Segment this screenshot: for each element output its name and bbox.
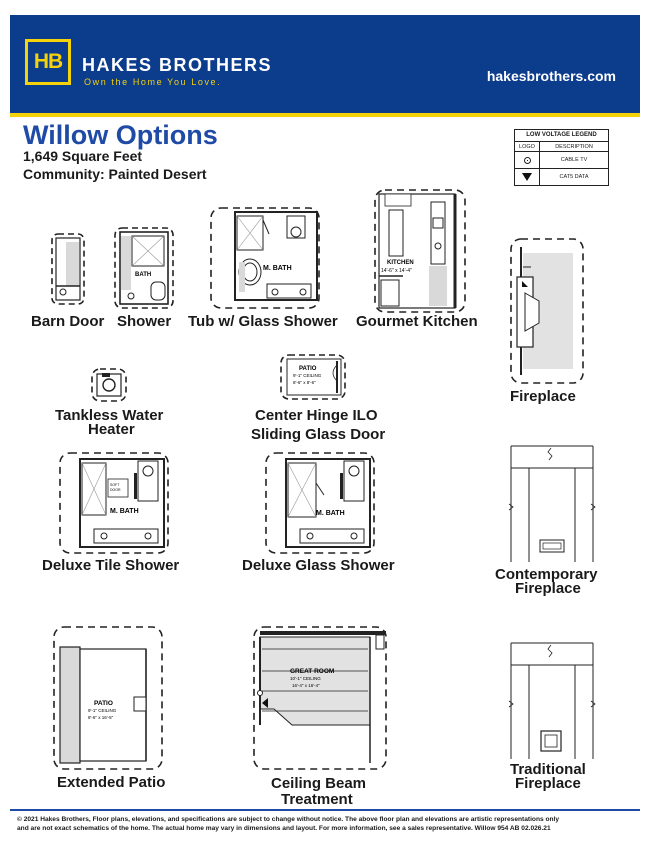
footer-line-2: and are not exact schematics of the home. The actual home may vary in dimensions and layout. For more information, see a sales representative. Willow 954 AB 02.026.21 xyxy=(17,825,551,832)
footer-disclaimer xyxy=(17,815,633,833)
gourmet-kitchen-label: Gourmet Kitchen xyxy=(356,313,478,330)
square-feet: 1,649 Square Feet xyxy=(23,148,143,164)
great-room-dims: 16'-4" x 16'-4" xyxy=(292,683,320,688)
center-hinge-plan xyxy=(279,353,347,401)
ext-patio-dims: 8'-6" x 16'-5" xyxy=(88,715,114,720)
tub-glass-shower-plan xyxy=(209,206,321,310)
deluxe-glass-shower-plan xyxy=(264,451,376,555)
brand-name: HAKES BROTHERS xyxy=(82,55,273,75)
tub-glass-shower-label: Tub w/ Glass Shower xyxy=(188,313,338,330)
deluxe-tile-shower-plan xyxy=(58,451,170,555)
legend-cable-tv: CABLE TV xyxy=(560,157,588,163)
shower-plan xyxy=(113,226,175,310)
cat5-data-icon xyxy=(522,173,532,181)
ceiling-beam-plan xyxy=(252,625,388,771)
gourmet-kitchen-plan xyxy=(373,188,467,314)
tankless-label-2: Heater xyxy=(88,421,135,438)
fireplace-label: Fireplace xyxy=(510,388,576,405)
contemporary-fireplace-label-1: Contemporary xyxy=(495,566,598,583)
contemporary-fireplace-label-2: Fireplace xyxy=(515,580,581,597)
great-room-ceiling: 10'-1" CEILING xyxy=(290,676,321,681)
cable-tv-icon xyxy=(524,157,531,164)
tankless-plan xyxy=(90,367,128,403)
contemporary-fireplace-elevation xyxy=(507,442,597,564)
legend-col-logo: LOGO xyxy=(515,142,540,151)
brand-tagline: Own the Home You Love. xyxy=(84,77,222,87)
barn-door-plan xyxy=(50,232,86,306)
center-hinge-label-2: Sliding Glass Door xyxy=(251,426,386,443)
legend-title: LOW VOLTAGE LEGEND xyxy=(526,132,597,138)
traditional-fireplace-label-1: Traditional xyxy=(510,761,586,778)
patio-ceiling: 9'-1" CEILING xyxy=(293,373,322,378)
kitchen-dims: 14'-6" x 14'-4" xyxy=(381,268,412,274)
shower-label: Shower xyxy=(117,313,172,330)
ceiling-beam-label-2: Treatment xyxy=(281,791,353,808)
footer-line-1: © 2021 Hakes Brothers, Floor plans, elevations, and specifications are subject to change without notice. The above floor plan and elevations are artistic representations only xyxy=(17,816,560,823)
page-title: Willow Options xyxy=(23,120,218,150)
ext-patio-room-label: PATIO xyxy=(94,700,113,707)
deluxe-glass-shower-label: Deluxe Glass Shower xyxy=(242,557,395,574)
legend-col-desc: DESCRIPTION xyxy=(555,143,593,150)
barn-door-label: Barn Door xyxy=(31,313,105,330)
svg-text:SOFT: SOFT xyxy=(110,483,120,487)
traditional-fireplace-elevation xyxy=(507,639,597,761)
community-name: Community: Painted Desert xyxy=(23,166,207,182)
ext-patio-ceiling: 9'-1" CEILING xyxy=(88,708,117,713)
extended-patio-plan xyxy=(52,625,164,771)
shower-room-label: BATH xyxy=(135,272,152,278)
footer-rule xyxy=(10,809,640,811)
deluxe-tile-room-label: M. BATH xyxy=(110,508,139,515)
center-hinge-label-1: Center Hinge ILO xyxy=(255,407,378,424)
traditional-fireplace-label-2: Fireplace xyxy=(515,775,581,792)
tub-room-label: M. BATH xyxy=(263,265,292,272)
fireplace-plan xyxy=(509,237,585,385)
great-room-label: GREAT ROOM xyxy=(290,668,335,675)
ceiling-beam-label-1: Ceiling Beam xyxy=(271,775,367,792)
patio-room-label: PATIO xyxy=(299,366,317,372)
low-voltage-legend xyxy=(514,129,609,186)
deluxe-glass-room-label: M. BATH xyxy=(316,510,345,517)
deluxe-tile-shower-label: Deluxe Tile Shower xyxy=(42,557,180,574)
website-link[interactable]: hakesbrothers.com xyxy=(486,68,616,84)
hb-logo: HB xyxy=(25,39,71,85)
patio-dims: 8'-6" x 8'-6" xyxy=(293,380,316,385)
extended-patio-label: Extended Patio xyxy=(57,774,166,791)
header-accent-stripe xyxy=(10,113,640,117)
legend-cat5-data: CAT5 DATA xyxy=(559,174,589,180)
svg-text:DOOR: DOOR xyxy=(110,488,121,492)
kitchen-room-label: KITCHEN xyxy=(387,260,414,266)
tankless-label-1: Tankless Water xyxy=(55,407,164,424)
